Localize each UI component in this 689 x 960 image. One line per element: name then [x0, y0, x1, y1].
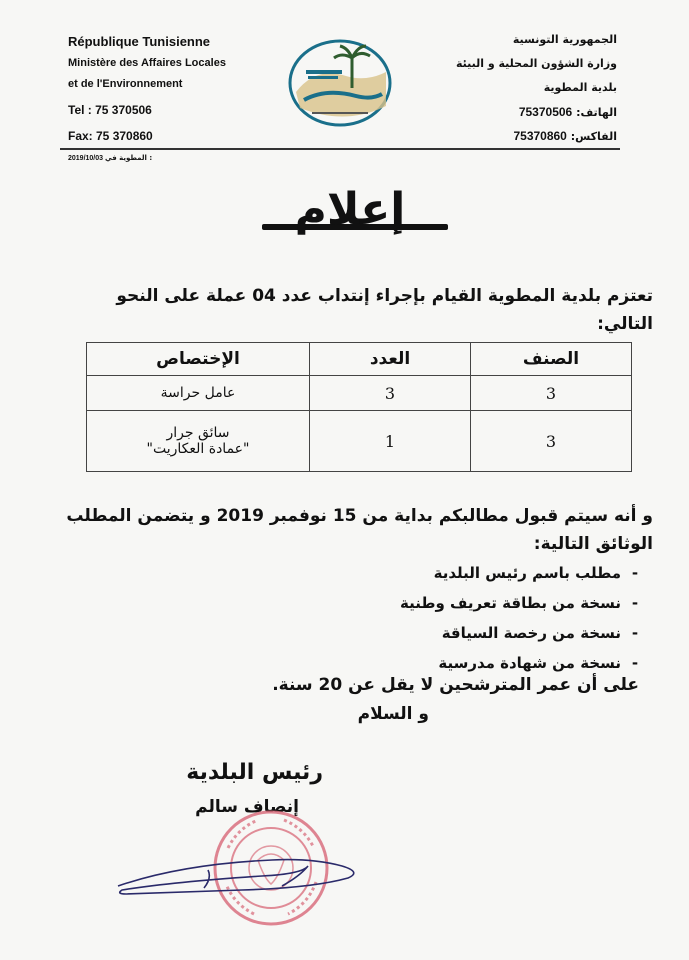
cell-specialty	[87, 376, 310, 411]
document-date	[68, 154, 152, 162]
ar-country: الجمهورية التونسية	[512, 33, 617, 46]
date-label: المطوية في :	[105, 154, 153, 162]
header-divider	[60, 148, 620, 150]
intro-line-2: التالي:	[597, 314, 653, 334]
ar-tel-value: 75370506	[518, 105, 573, 119]
header-count: العدد	[310, 343, 471, 376]
date-value: 2019/10/03	[68, 155, 104, 162]
list-item: -نسخة من رخصة السياقة	[441, 624, 639, 642]
cell-specialty	[87, 411, 310, 472]
cell-count: 1	[310, 411, 471, 472]
list-item: -نسخة من شهادة مدرسية	[438, 654, 639, 672]
ar-fax	[417, 124, 617, 148]
positions-table	[86, 342, 632, 472]
signature-name: إنصاف سالم	[195, 797, 299, 817]
fr-ministry: Ministère des Affaires Locales	[68, 57, 226, 69]
header-category: الصنف	[471, 343, 632, 376]
list-item: -مطلب باسم رئيس البلدية	[433, 564, 639, 582]
header-french	[68, 34, 268, 143]
specialty-text: عامل حراسة	[160, 385, 236, 401]
ar-fax-label: الفاكس:	[570, 130, 617, 143]
signature-title: رئيس البلدية	[186, 760, 323, 785]
ar-tel-label: الهاتف:	[576, 106, 617, 119]
table-header-row	[87, 343, 632, 376]
applications-line-1: و أنه سيتم قبول مطالبكم بداية من 15 نوفمبر 2019 و يتضمن المطلب	[66, 506, 653, 526]
header-specialty: الإختصاص	[87, 343, 310, 376]
notice-title: إعلام	[294, 184, 406, 235]
handwritten-signature	[112, 846, 372, 906]
cell-category: 3	[471, 411, 632, 472]
documents-list	[400, 558, 649, 678]
ar-tel	[417, 100, 617, 124]
header-arabic	[417, 28, 617, 148]
table-row	[87, 376, 632, 411]
fr-ministry-2: et de l'Environnement	[68, 78, 183, 90]
closing-greeting: و السلام	[357, 704, 429, 724]
specialty-note: "عمادة العكاريت"	[146, 441, 250, 457]
table-row	[87, 411, 632, 472]
fr-fax: Fax: 75 370860	[68, 129, 153, 143]
ar-municipality: بلدية المطوية	[543, 81, 617, 94]
age-condition: على أن عمر المترشحين لا يقل عن 20 سنة.	[272, 675, 639, 695]
ar-ministry: وزارة الشؤون المحلية و البيئة	[455, 57, 617, 70]
cell-category: 3	[471, 376, 632, 411]
ar-fax-value: 75370860	[513, 129, 567, 143]
specialty-text: سائق جرار	[166, 425, 230, 441]
fr-tel: Tel : 75 370506	[68, 103, 152, 117]
intro-line-1: تعتزم بلدية المطوية القيام بإجراء إنتداب عدد 04 عملة على النحو	[116, 286, 653, 306]
fr-country: République Tunisienne	[68, 34, 211, 49]
applications-line-2: الوثائق التالية:	[533, 534, 653, 554]
list-item: -نسخة من بطاقة تعريف وطنية	[400, 594, 639, 612]
municipality-logo	[286, 36, 394, 130]
cell-count: 3	[310, 376, 471, 411]
